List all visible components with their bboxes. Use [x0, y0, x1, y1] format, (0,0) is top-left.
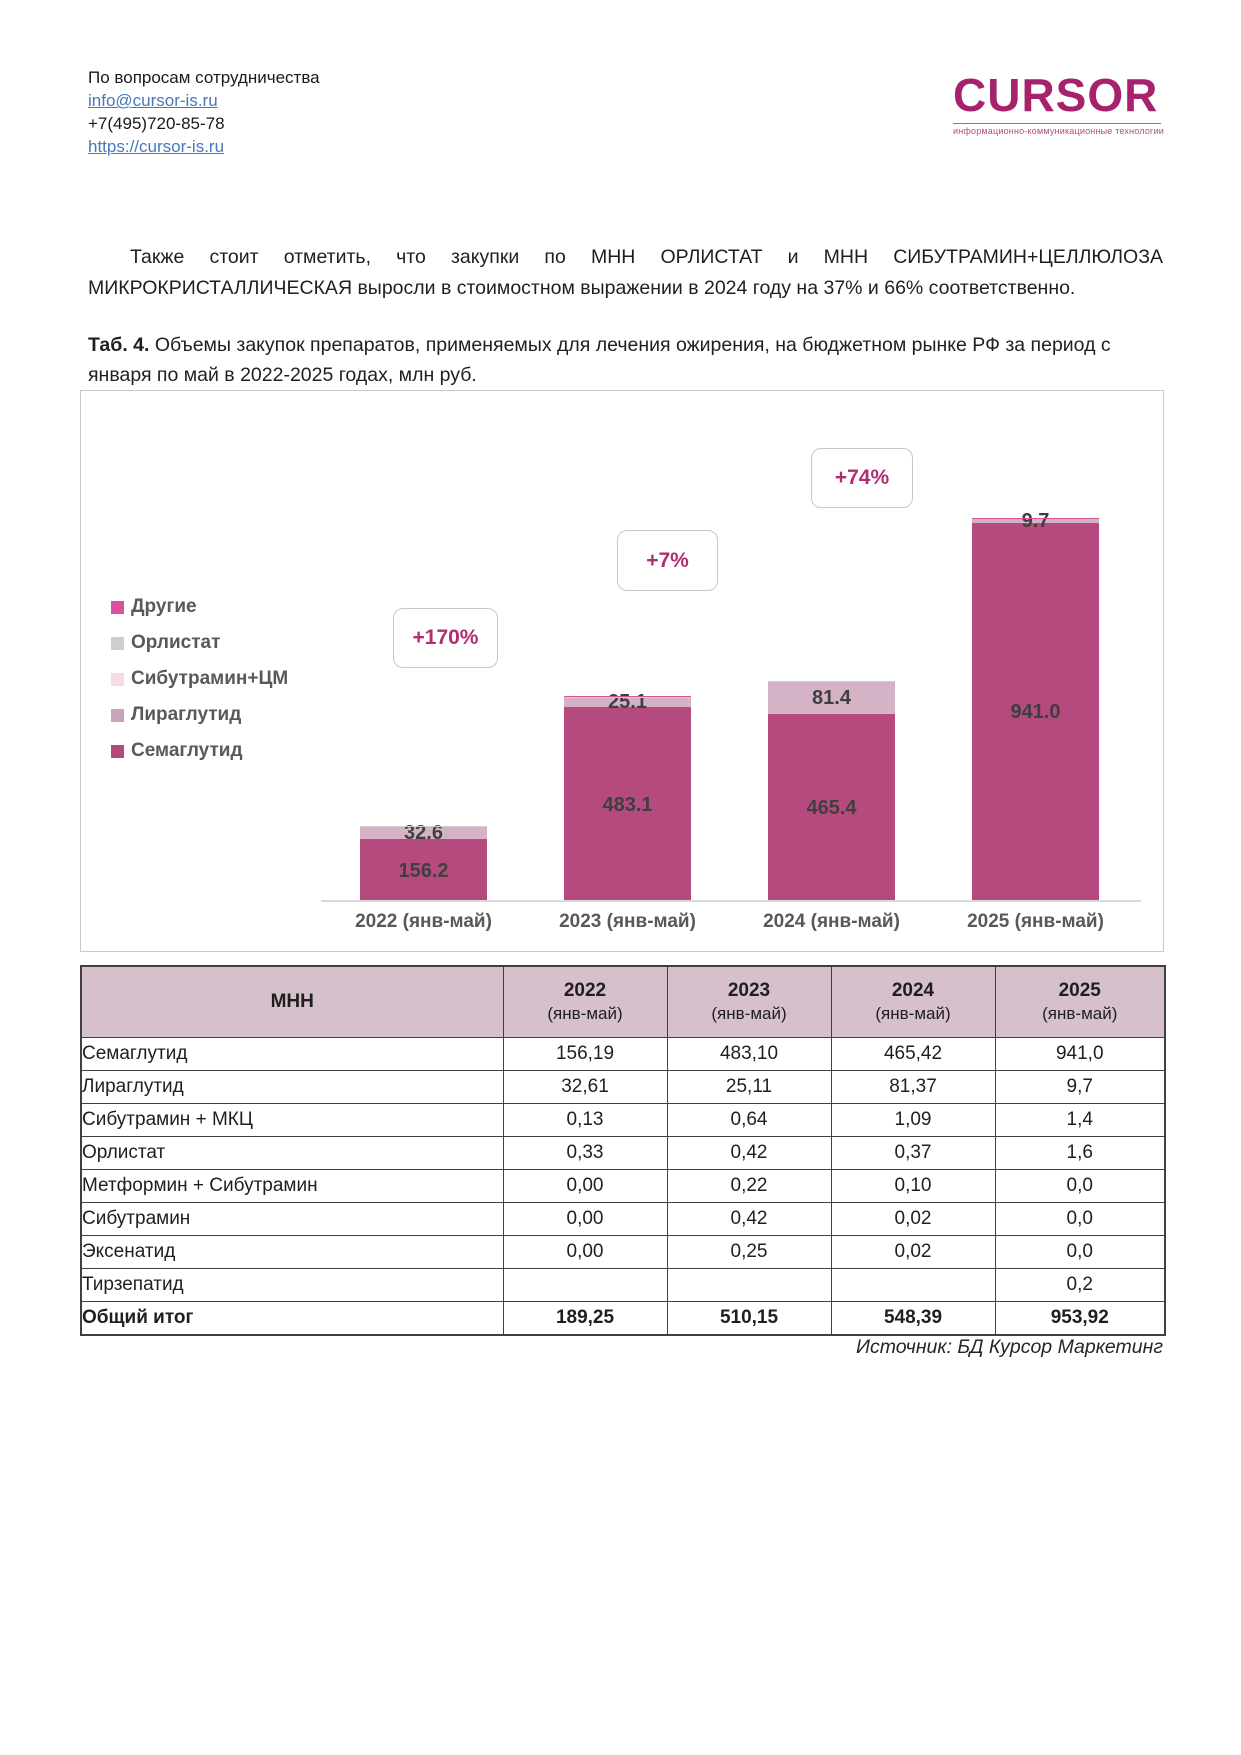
- table-row: [81, 1203, 1165, 1236]
- table-head: [81, 966, 1165, 1038]
- data-table: [80, 965, 1166, 1336]
- x-axis-label: 2025 (янв-май): [967, 911, 1104, 932]
- cell-name: Метформин + Сибутрамин: [81, 1170, 503, 1203]
- cell-name: Эксенатид: [81, 1236, 503, 1269]
- cell-value: 0,22: [667, 1170, 831, 1203]
- cell-value: 0,0: [995, 1170, 1165, 1203]
- cell-value: 0,00: [503, 1236, 667, 1269]
- cell-value: 0,37: [831, 1137, 995, 1170]
- bar-value-label: 32.6: [404, 821, 443, 844]
- table-caption-label: Таб. 4.: [88, 334, 150, 356]
- x-axis-label: 2024 (янв-май): [763, 911, 900, 932]
- cell-value: 0,13: [503, 1104, 667, 1137]
- cell-name: Сибутрамин: [81, 1203, 503, 1236]
- cell-value: 0,0: [995, 1203, 1165, 1236]
- legend-label: Орлистат: [131, 632, 221, 653]
- cell-value: 1,09: [831, 1104, 995, 1137]
- table-row: [81, 1269, 1165, 1302]
- stacked-bar-chart: [80, 390, 1164, 952]
- column-header-2023: 2023 (янв-май): [667, 966, 831, 1038]
- bar-2023 (янв-май): [564, 391, 691, 902]
- table-total-row: [81, 1302, 1165, 1336]
- cell-value: 483,10: [667, 1038, 831, 1071]
- cell-value: 0,42: [667, 1203, 831, 1236]
- cell-value: 0,0: [995, 1236, 1165, 1269]
- legend-item-Семаглутид: [111, 738, 243, 764]
- legend-label: Сибутрамин+ЦМ: [131, 668, 289, 689]
- column-header-2024: 2024 (янв-май): [831, 966, 995, 1038]
- cell-name: Орлистат: [81, 1137, 503, 1170]
- logo-wordmark: CURSOR: [953, 69, 1159, 121]
- legend-label: Семаглутид: [131, 740, 243, 761]
- source-note: Источник: БД Курсор Маркетинг: [856, 1336, 1163, 1358]
- legend-item-Лираглутид: [111, 702, 241, 728]
- bar-value-label: 9.7: [1021, 509, 1050, 532]
- cell-value: 465,42: [831, 1038, 995, 1071]
- cell-name: Сибутрамин + МКЦ: [81, 1104, 503, 1137]
- bar-value-label: 156.2: [398, 859, 449, 882]
- cell-value: 9,7: [995, 1071, 1165, 1104]
- website-link[interactable]: https://cursor-is.ru: [88, 137, 225, 156]
- intro-paragraph: Также стоит отметить, что закупки по МНН ОРЛИСТАТ и МНН СИБУТРАМИН+ЦЕЛЛЮЛОЗА МИКРОКРИСТАЛЛИЧЕСКАЯ выросли в стоимостном выражении в 2024 году на 37% и 66% соответственно.: [88, 245, 1163, 299]
- phone-number: +7(495)720-85-78: [88, 114, 225, 133]
- column-header-МНН: МНН: [81, 966, 503, 1038]
- cell-value: 0,33: [503, 1137, 667, 1170]
- x-axis-label: 2023 (янв-май): [559, 911, 696, 932]
- cell-value: [503, 1269, 667, 1302]
- table-row: [81, 1071, 1165, 1104]
- logo-divider: [953, 123, 1161, 124]
- growth-callout-2024: +7%: [617, 530, 718, 591]
- bar-value-label: 81.4: [812, 687, 851, 710]
- cell-name: Тирзепатид: [81, 1269, 503, 1302]
- cell-value: 0,02: [831, 1203, 995, 1236]
- legend-swatch-icon: [111, 601, 124, 614]
- cell-value: 0,42: [667, 1137, 831, 1170]
- growth-callout-2023: +170%: [393, 608, 498, 668]
- cell-value: 156,19: [503, 1038, 667, 1071]
- cell-value: 0,25: [667, 1236, 831, 1269]
- table-body: [81, 1038, 1165, 1336]
- cell-value: 0,64: [667, 1104, 831, 1137]
- cell-value: 81,37: [831, 1071, 995, 1104]
- cell-value: 953,92: [995, 1302, 1165, 1336]
- legend-swatch-icon: [111, 709, 124, 722]
- x-axis-label: 2022 (янв-май): [355, 911, 492, 932]
- bar-value-label: 941.0: [1010, 701, 1061, 724]
- legend-item-Другие: [111, 594, 197, 620]
- table-row: [81, 1137, 1165, 1170]
- chart-plot: [81, 391, 1163, 902]
- legend-item-Сибутрамин+ЦМ: [111, 666, 288, 692]
- bar-segment-Сибутрамин+ЦМ: [972, 518, 1099, 519]
- column-header-2022: 2022 (янв-май): [503, 966, 667, 1038]
- cell-name: Семаглутид: [81, 1038, 503, 1071]
- legend-label: Другие: [131, 596, 197, 617]
- logo-tagline: информационно-коммуникационные технологии: [953, 126, 1164, 136]
- cell-value: 1,6: [995, 1137, 1165, 1170]
- table-row: [81, 1236, 1165, 1269]
- bar-2025 (янв-май): [972, 391, 1099, 902]
- cell-value: 189,25: [503, 1302, 667, 1336]
- cell-value: 548,39: [831, 1302, 995, 1336]
- table-caption: [88, 330, 1163, 390]
- cell-value: 0,00: [503, 1203, 667, 1236]
- cell-value: [667, 1269, 831, 1302]
- table-row: [81, 1104, 1165, 1137]
- column-header-2025: 2025 (янв-май): [995, 966, 1165, 1038]
- legend-item-Орлистат: [111, 630, 220, 656]
- table-row: [81, 1038, 1165, 1071]
- email-link[interactable]: info@cursor-is.ru: [88, 91, 218, 110]
- contact-block: [88, 66, 320, 158]
- table-row: [81, 1170, 1165, 1203]
- cursor-logo: [953, 70, 1163, 136]
- legend-swatch-icon: [111, 673, 124, 686]
- cell-value: 1,4: [995, 1104, 1165, 1137]
- bar-value-label: 465.4: [806, 797, 857, 820]
- cell-value: 32,61: [503, 1071, 667, 1104]
- x-axis-line: [321, 900, 1141, 902]
- bar-value-label: 483.1: [602, 793, 653, 816]
- cell-value: 0,02: [831, 1236, 995, 1269]
- cell-value: 0,10: [831, 1170, 995, 1203]
- cell-name: Лираглутид: [81, 1071, 503, 1104]
- cell-name: Общий итог: [81, 1302, 503, 1336]
- legend-swatch-icon: [111, 745, 124, 758]
- legend-label: Лираглутид: [131, 704, 242, 725]
- cell-value: 0,00: [503, 1170, 667, 1203]
- legend-swatch-icon: [111, 637, 124, 650]
- cell-value: 25,11: [667, 1071, 831, 1104]
- cell-value: 0,2: [995, 1269, 1165, 1302]
- bar-value-label: 25.1: [608, 691, 647, 714]
- table-header-row: [81, 966, 1165, 1038]
- contact-intro: По вопросам сотрудничества: [88, 68, 320, 87]
- growth-callout-2025: +74%: [811, 448, 913, 508]
- bar-segment-Орлистат: [972, 518, 1099, 519]
- cell-value: [831, 1269, 995, 1302]
- cell-value: 510,15: [667, 1302, 831, 1336]
- cell-value: 941,0: [995, 1038, 1165, 1071]
- table-caption-text: Объемы закупок препаратов, применяемых для лечения ожирения, на бюджетном рынке РФ за период с января по май в 2022-2025 годах, млн руб.: [88, 334, 1111, 386]
